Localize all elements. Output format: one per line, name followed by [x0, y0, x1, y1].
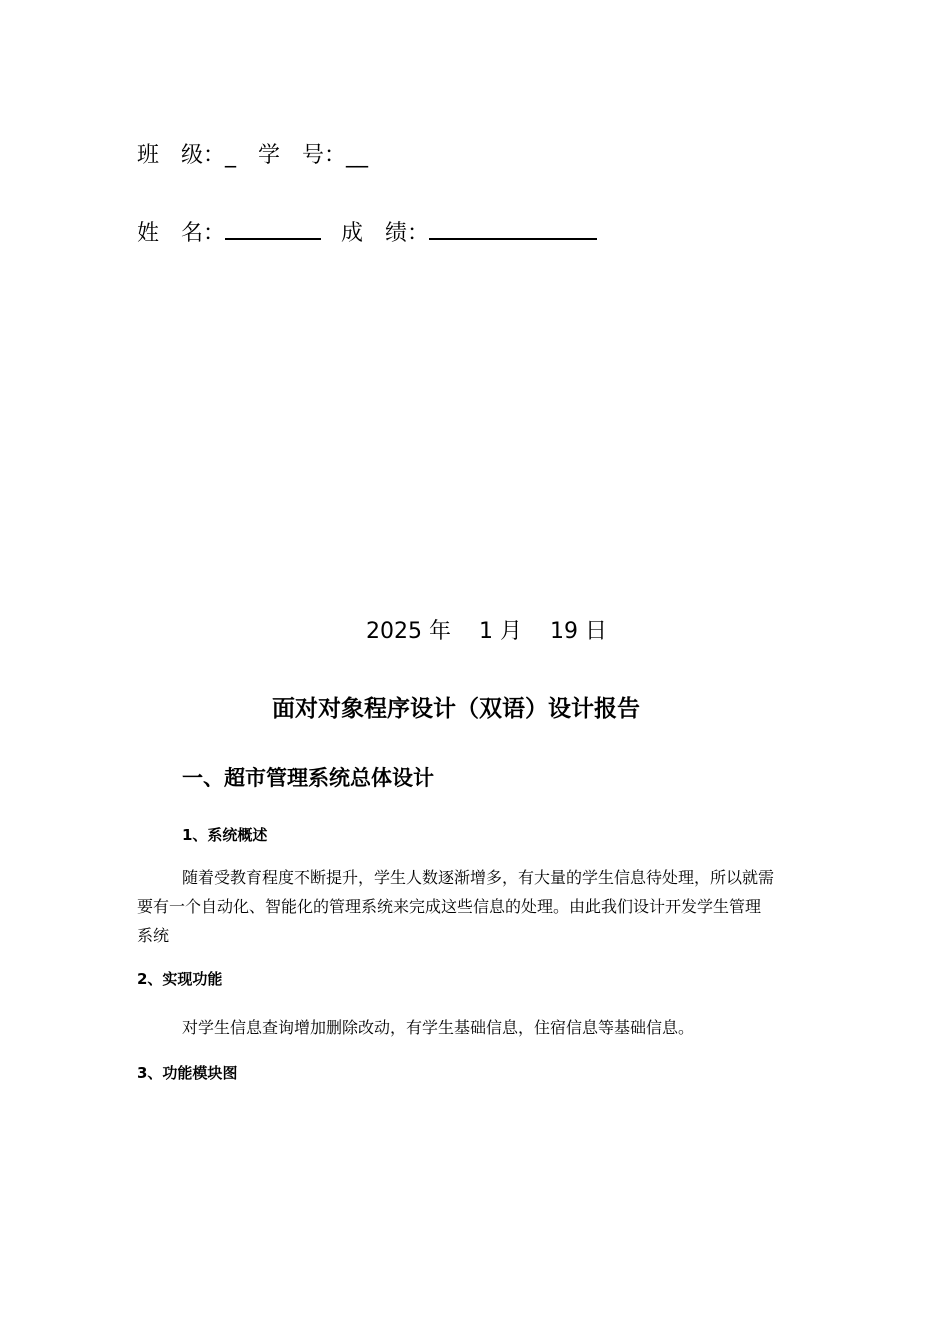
date-day: 19	[550, 619, 579, 644]
name-label: 姓 名：	[137, 221, 226, 246]
document-title: 面对对象程序设计（双语）设计报告	[272, 696, 640, 722]
name-field	[137, 216, 597, 247]
overview-paragraph-line-1: 随着受教育程度不断提升，学生人数逐渐增多，有大量的学生信息待处理，所以就需	[182, 868, 775, 887]
overview-paragraph-line-2: 要有一个自动化、智能化的管理系统来完成这些信息的处理。由此我们设计开发学生管理	[137, 897, 762, 916]
class-label: 班 级：	[137, 143, 226, 168]
date-day-unit: 日	[585, 619, 608, 644]
subsection-heading-module-diagram: 3、功能模块图	[137, 1064, 238, 1082]
student-id-label: 学 号：	[258, 143, 347, 168]
subsection-heading-overview: 1、系统概述	[182, 826, 268, 844]
date-year: 2025	[366, 619, 422, 644]
score-blank-line	[429, 216, 597, 240]
date-year-unit: 年	[429, 619, 452, 644]
date-month-unit: 月	[500, 619, 523, 644]
student-id-blank: __	[346, 143, 369, 168]
functions-paragraph: 对学生信息查询增加删除改动，有学生基础信息，住宿信息等基础信息。	[182, 1018, 695, 1037]
score-label: 成 绩：	[341, 221, 430, 246]
name-blank-line	[225, 216, 321, 240]
date-month: 1	[479, 619, 494, 644]
report-date	[366, 614, 607, 645]
subsection-heading-functions: 2、实现功能	[137, 970, 223, 988]
class-blank: _	[225, 143, 237, 168]
overview-paragraph-line-3: 系统	[137, 926, 170, 945]
section-heading-overall-design: 一、超市管理系统总体设计	[182, 766, 434, 790]
class-field	[137, 138, 368, 169]
